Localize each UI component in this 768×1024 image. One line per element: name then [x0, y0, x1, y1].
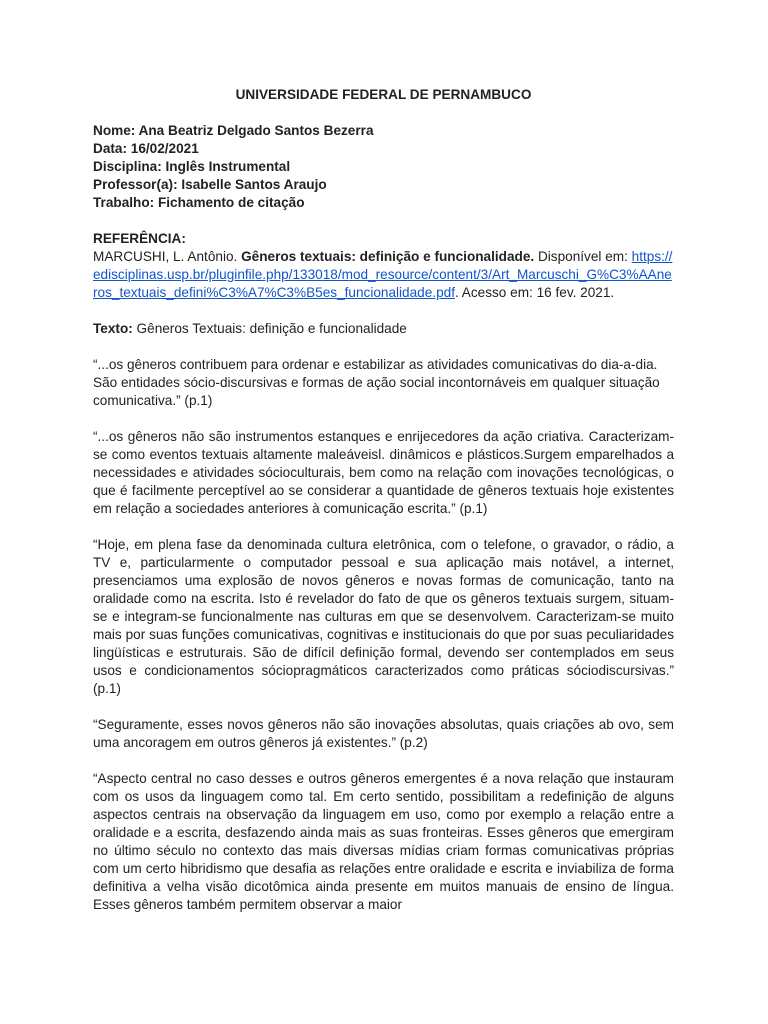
text-label: Texto:: [93, 321, 133, 336]
reference-available: Disponível em:: [534, 249, 632, 264]
reference-author: MARCUSHI, L. Antônio.: [93, 249, 242, 264]
reference-link[interactable]: https://edisciplinas.usp.br/pluginfile.php/133018/mod_resource/content/3/Art_Marcuschi_G%C3%AAneros_textuais_defini%C3%A7%C3%B5es_funcionalidade.pdf: [93, 249, 673, 300]
quote-5: “Aspecto central no caso desses e outros gêneros emergentes é a nova relação que instauram com os usos da linguagem como tal. Em certo sentido, possibilitam a redefinição de alguns aspectos centrais na observação da linguagem em uso, como por exemplo a relação entre a oralidade e a escrita, desfazendo ainda mais as suas fronteiras. Esses gêneros que emergiram no último século no contexto das mais diversas mídias criam formas comunicativas próprias com um certo hibridismo que desafia as relações entre oralidade e escrita e inviabiliza de forma definitiva a velha visão dicotômica ainda presente em muitos manuais de ensino de língua. Esses gêneros também permitem observar a maior: [93, 771, 674, 912]
text-line: [93, 320, 674, 338]
student-name: Nome: Ana Beatriz Delgado Santos Bezerra: [93, 123, 374, 138]
professor: Professor(a): Isabelle Santos Araujo: [93, 177, 327, 192]
discipline: Disciplina: Inglês Instrumental: [93, 159, 291, 174]
quote-3: “Hoje, em plena fase da denominada cultura eletrônica, com o telefone, o gravador, o rádio, a TV e, particularmente o computador pessoal e sua aplicação mais notável, a internet, presenciamos uma explosão de novos gêneros e novas formas de comunicação, tanto na oralidade como na escrita. Isto é revelador do fato de que os gêneros textuais surgem, situam-se e integram-se funcionalmente nas culturas em que se desenvolvem. Caracterizam-se muito mais por suas funções comunicativas, cognitivas e institucionais do que por suas peculiaridades lingüísticas e estruturais. São de difícil definição formal, devendo ser contemplados em seus usos e condicionamentos sóciopragmáticos caracterizados como práticas sóciodiscursivas.” (p.1): [93, 537, 674, 696]
reference-access: . Acesso em: 16 fev. 2021.: [454, 285, 615, 300]
quote-4: “Seguramente, esses novos gêneros não são inovações absolutas, quais criações ab ovo, sem uma ancoragem em outros gêneros já existentes.” (p.2): [93, 717, 674, 750]
submission-date: Data: 16/02/2021: [93, 141, 199, 156]
quote-2: “...os gêneros não são instrumentos estanques e enrijecedores da ação criativa. Caracterizam-se como eventos textuais altamente maleáveisl. dinâmicos e plásticos.Surgem emparelhados a necessidades e atividades sócioculturais, bem como na relação com inovações tecnológicas, o que é facilmente perceptível ao se considerar a quantidade de gêneros textuais hoje existentes em relação a sociedades anteriores à comunicação escrita.” (p.1): [93, 429, 674, 516]
assignment: Trabalho: Fichamento de citação: [93, 195, 305, 210]
reference-heading: REFERÊNCIA:: [93, 231, 186, 246]
reference-entry: [93, 248, 674, 302]
university-title: UNIVERSIDADE FEDERAL DE PERNAMBUCO: [235, 87, 532, 102]
student-info: [93, 122, 674, 212]
quote-1: “...os gêneros contribuem para ordenar e estabilizar as atividades comunicativas do dia-a-dia. São entidades sócio-discursivas e formas de ação social incontornáveis em qualquer situação comunicativa.” (p.1): [93, 357, 660, 408]
reference-work-title: Gêneros textuais: definição e funcionalidade.: [241, 249, 535, 264]
text-value: Gêneros Textuais: definição e funcionalidade: [132, 321, 407, 336]
